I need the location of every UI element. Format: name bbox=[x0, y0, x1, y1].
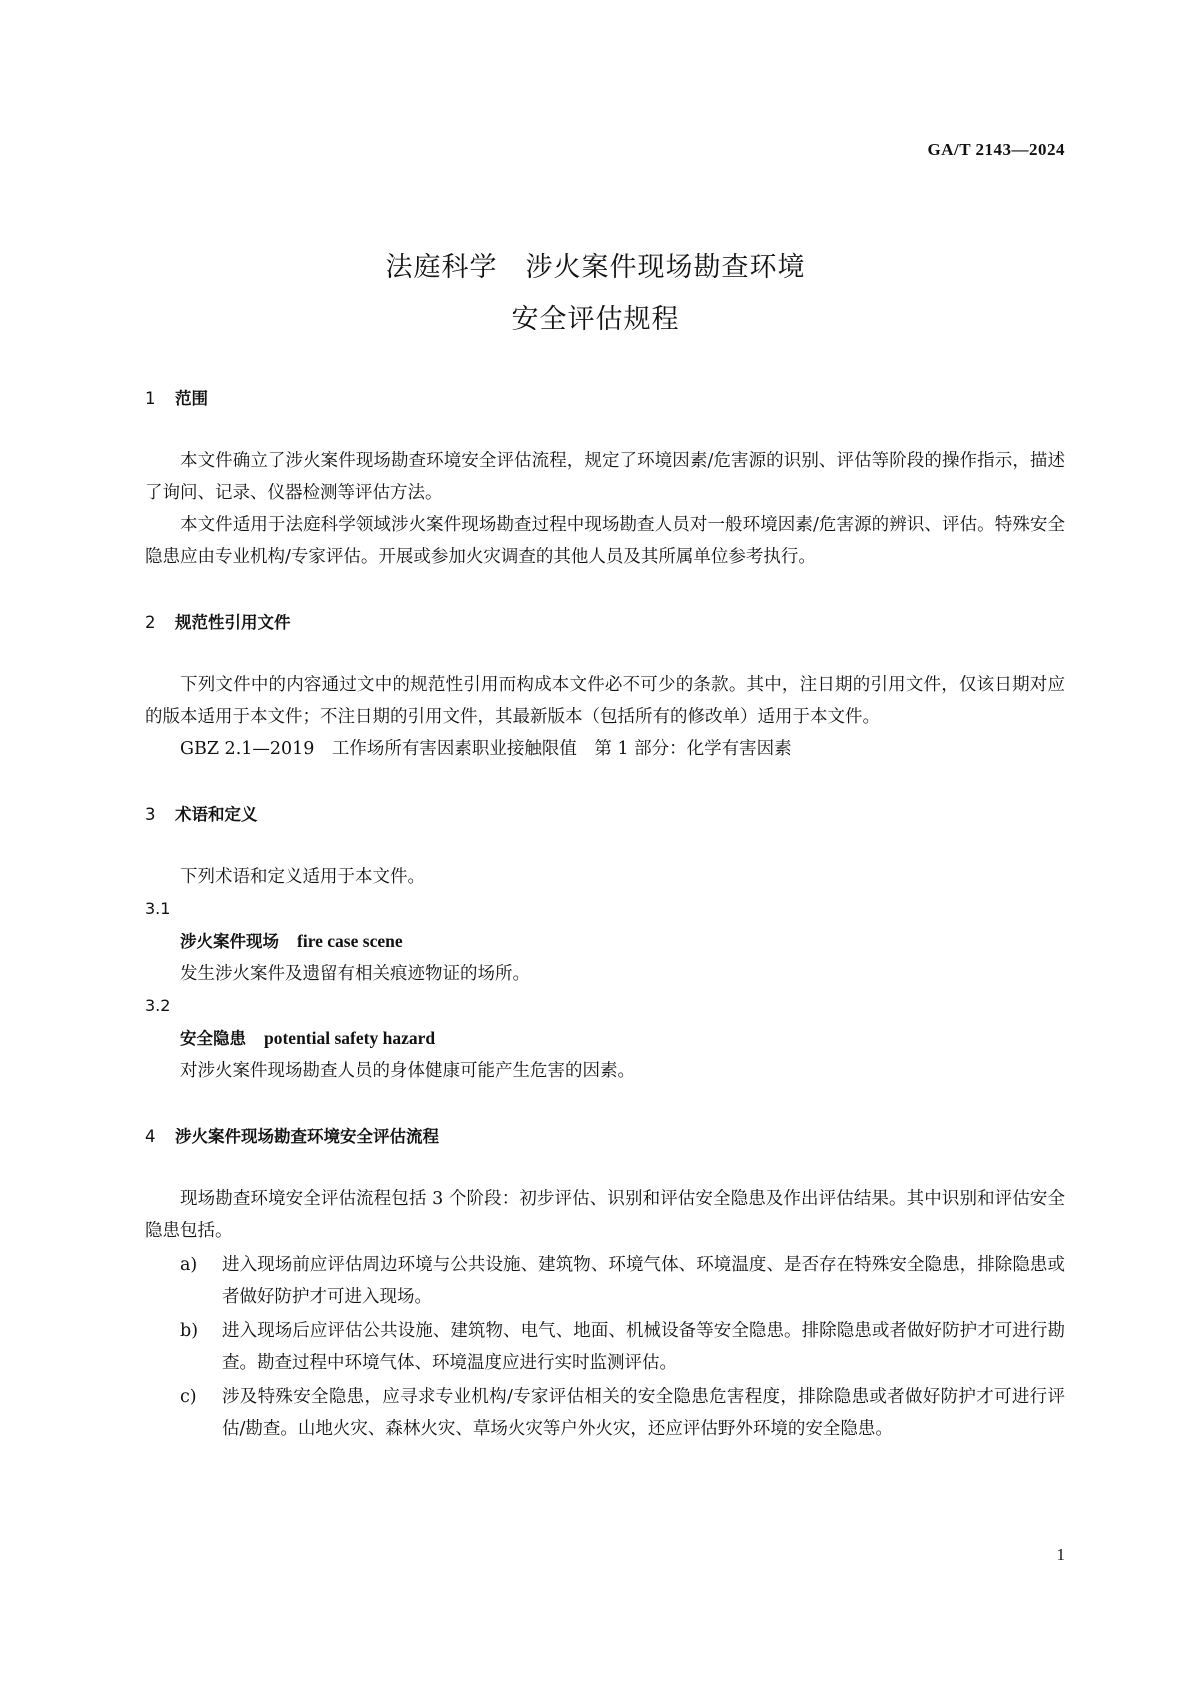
list-item-text: 进入现场前应评估周边环境与公共设施、建筑物、环境气体、环境温度、是否存在特殊安全隐患，排除隐患或者做好防护才可进入现场。 bbox=[222, 1255, 1065, 1307]
title-line-2: 安全评估规程 bbox=[511, 304, 680, 335]
title-line-1: 法庭科学 涉火案件现场勘查环境 bbox=[385, 252, 806, 283]
section-number: 3 bbox=[145, 805, 156, 824]
section-heading bbox=[145, 607, 1065, 639]
term-entry bbox=[145, 925, 1065, 958]
section-title: 范围 bbox=[175, 389, 208, 408]
section-heading bbox=[145, 799, 1065, 831]
term-en: potential safety hazard bbox=[264, 1028, 436, 1048]
paragraph: 本文件适用于法庭科学领域涉火案件现场勘查过程中现场勘查人员对一般环境因素/危害源的辨识、评估。特殊安全隐患应由专业机构/专家评估。开展或参加火灾调查的其他人员及其所属单位参考执行。 bbox=[145, 515, 1065, 567]
list-item-text: 涉及特殊安全隐患，应寻求专业机构/专家评估相关的安全隐患危害程度，排除隐患或者做好防护才可进行评估/勘查。山地火灾、森林火灾、草场火灾等户外火灾，还应评估野外环境的安全隐患。 bbox=[222, 1387, 1065, 1439]
list-item bbox=[180, 1381, 1065, 1445]
term-en: fire case scene bbox=[297, 931, 403, 951]
list-item bbox=[180, 1249, 1065, 1313]
reference-entry: GBZ 2.1—2019 工作场所有害因素职业接触限值 第 1 部分：化学有害因素 bbox=[180, 739, 792, 759]
paragraph: 下列文件中的内容通过文中的规范性引用而构成本文件必不可少的条款。其中，注日期的引用文件，仅该日期对应的版本适用于本文件；不注日期的引用文件，其最新版本（包括所有的修改单）适用于本文件。 bbox=[145, 675, 1065, 727]
paragraph: 本文件确立了涉火案件现场勘查环境安全评估流程，规定了环境因素/危害源的识别、评估等阶段的操作指示，描述了询问、记录、仪器检测等评估方法。 bbox=[145, 451, 1065, 503]
term-number: 3.1 bbox=[145, 899, 171, 918]
section-number: 4 bbox=[145, 1127, 156, 1146]
term-definition: 对涉火案件现场勘查人员的身体健康可能产生危害的因素。 bbox=[180, 1061, 635, 1081]
list-marker: a) bbox=[180, 1255, 198, 1275]
term-zh: 安全隐患 bbox=[180, 1029, 246, 1048]
term-zh: 涉火案件现场 bbox=[180, 932, 279, 951]
list-marker: c) bbox=[180, 1387, 197, 1407]
page-number: 1 bbox=[1056, 1545, 1065, 1564]
section-normative-references bbox=[145, 607, 1065, 765]
list-item bbox=[180, 1315, 1065, 1379]
section-terms-definitions bbox=[145, 799, 1065, 1087]
section-heading bbox=[145, 383, 1065, 415]
list-marker: b) bbox=[180, 1321, 199, 1341]
section-title: 术语和定义 bbox=[175, 805, 258, 824]
list-item-text: 进入现场后应评估公共设施、建筑物、电气、地面、机械设备等安全隐患。排除隐患或者做好防护才可进行勘查。勘查过程中环境气体、环境温度应进行实时监测评估。 bbox=[222, 1321, 1065, 1373]
section-scope bbox=[145, 383, 1065, 573]
section-number: 1 bbox=[145, 389, 156, 408]
section-title: 涉火案件现场勘查环境安全评估流程 bbox=[175, 1127, 439, 1146]
section-number: 2 bbox=[145, 613, 156, 632]
section-heading bbox=[145, 1121, 1065, 1153]
document-title bbox=[0, 242, 1191, 346]
document-code: GA/T 2143—2024 bbox=[927, 140, 1065, 159]
paragraph: 下列术语和定义适用于本文件。 bbox=[180, 867, 425, 887]
term-entry bbox=[145, 1022, 1065, 1055]
section-title: 规范性引用文件 bbox=[175, 613, 291, 632]
section-assessment-process bbox=[145, 1121, 1065, 1445]
term-definition: 发生涉火案件及遗留有相关痕迹物证的场所。 bbox=[180, 964, 530, 984]
term-number: 3.2 bbox=[145, 996, 171, 1015]
paragraph: 现场勘查环境安全评估流程包括 3 个阶段：初步评估、识别和评估安全隐患及作出评估结果。其中识别和评估安全隐患包括。 bbox=[145, 1189, 1065, 1241]
document-body bbox=[145, 383, 1065, 1479]
